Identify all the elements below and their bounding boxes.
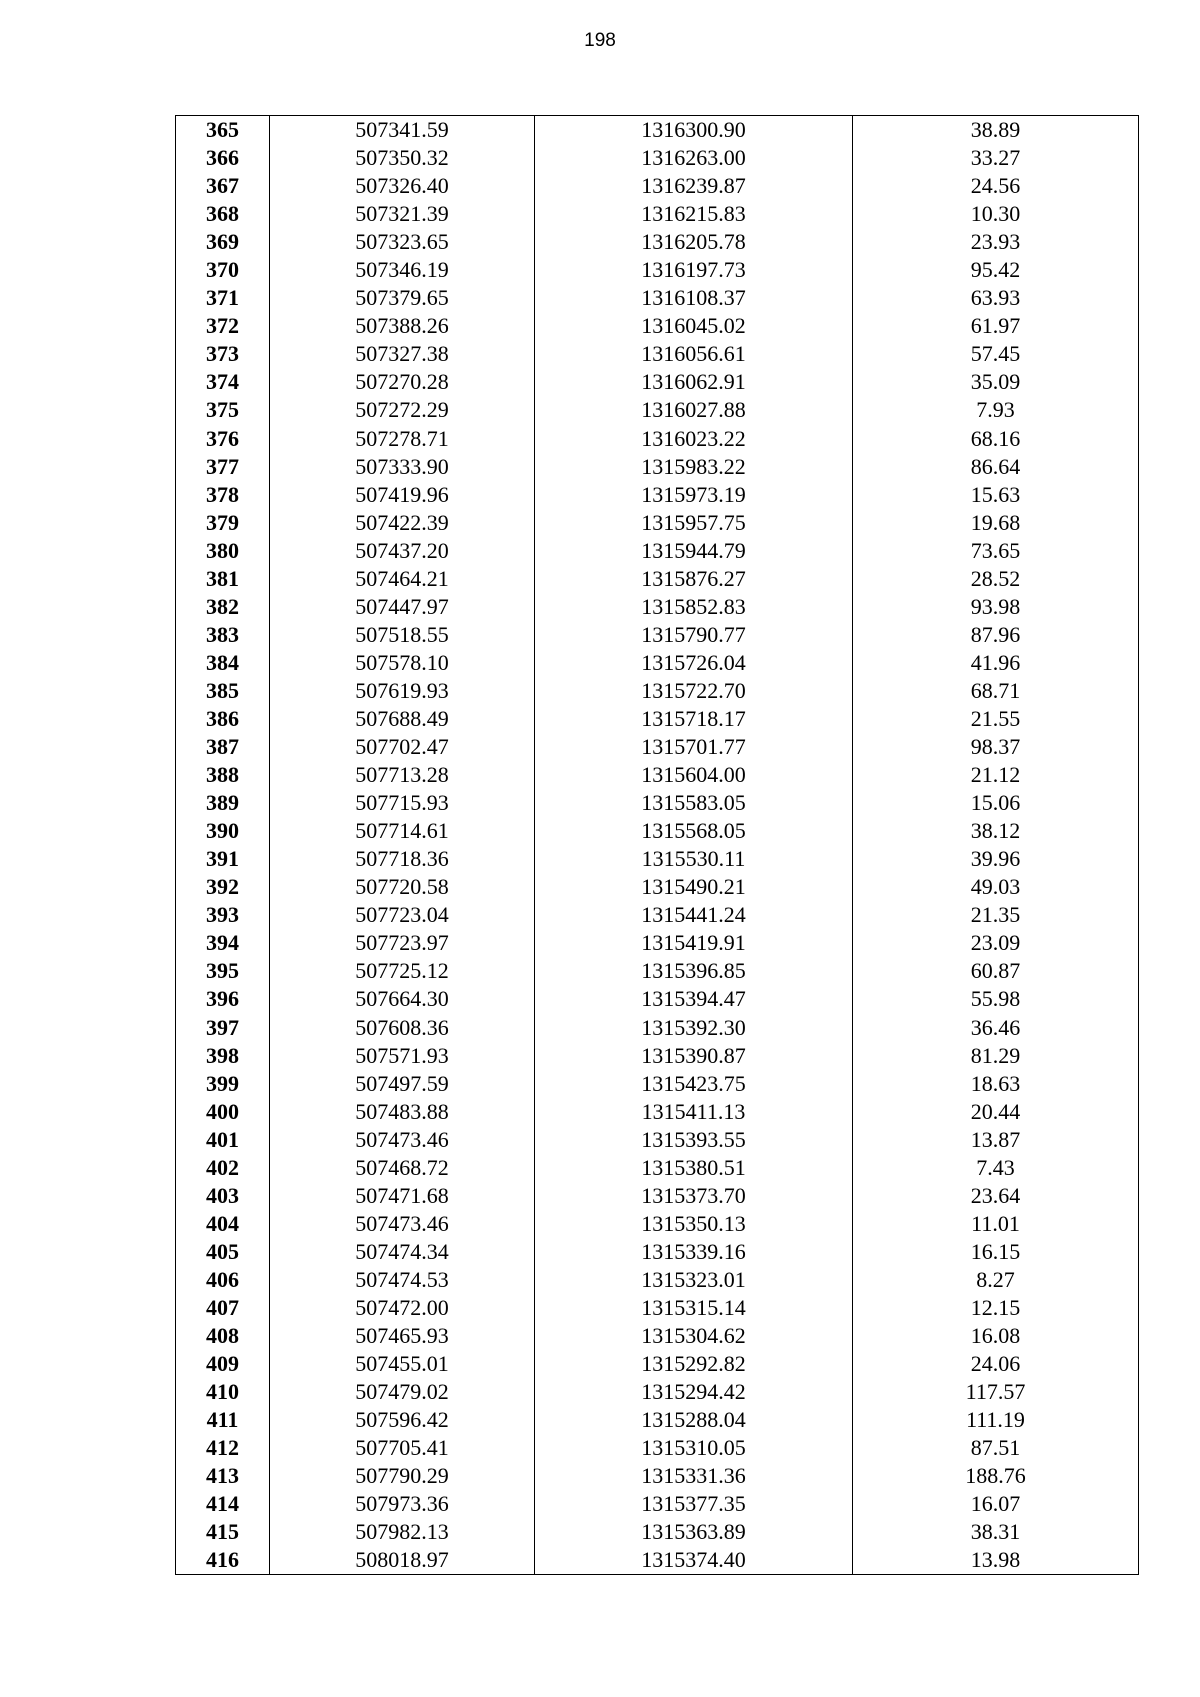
y-coordinate-cell: 1315339.16 <box>535 1238 853 1266</box>
table-row <box>176 1210 1139 1238</box>
table-row <box>176 200 1139 228</box>
y-coordinate-cell: 1316056.61 <box>535 340 853 368</box>
x-coordinate-cell: 507518.55 <box>270 621 535 649</box>
distance-cell: 15.06 <box>853 789 1139 817</box>
x-coordinate-cell: 507270.28 <box>270 368 535 396</box>
y-coordinate-cell: 1315288.04 <box>535 1406 853 1434</box>
table-row <box>176 929 1139 957</box>
x-coordinate-cell: 507982.13 <box>270 1518 535 1546</box>
y-coordinate-cell: 1315604.00 <box>535 761 853 789</box>
distance-cell: 16.07 <box>853 1490 1139 1518</box>
table-row <box>176 621 1139 649</box>
y-coordinate-cell: 1315363.89 <box>535 1518 853 1546</box>
y-coordinate-cell: 1315392.30 <box>535 1014 853 1042</box>
table-row <box>176 396 1139 424</box>
table-row <box>176 1098 1139 1126</box>
distance-cell: 20.44 <box>853 1098 1139 1126</box>
x-coordinate-cell: 507272.29 <box>270 396 535 424</box>
x-coordinate-cell: 507465.93 <box>270 1322 535 1350</box>
distance-cell: 24.06 <box>853 1350 1139 1378</box>
x-coordinate-cell: 507664.30 <box>270 985 535 1013</box>
point-number-cell: 395 <box>176 957 270 985</box>
distance-cell: 63.93 <box>853 284 1139 312</box>
point-number-cell: 416 <box>176 1546 270 1575</box>
distance-cell: 95.42 <box>853 256 1139 284</box>
table-row <box>176 845 1139 873</box>
distance-cell: 38.31 <box>853 1518 1139 1546</box>
distance-cell: 19.68 <box>853 509 1139 537</box>
distance-cell: 87.51 <box>853 1434 1139 1462</box>
table-row <box>176 368 1139 396</box>
x-coordinate-cell: 507973.36 <box>270 1490 535 1518</box>
y-coordinate-cell: 1315380.51 <box>535 1154 853 1182</box>
x-coordinate-cell: 507341.59 <box>270 116 535 145</box>
point-number-cell: 375 <box>176 396 270 424</box>
distance-cell: 61.97 <box>853 312 1139 340</box>
table-row <box>176 901 1139 929</box>
y-coordinate-cell: 1315722.70 <box>535 677 853 705</box>
point-number-cell: 383 <box>176 621 270 649</box>
distance-cell: 60.87 <box>853 957 1139 985</box>
point-number-cell: 366 <box>176 144 270 172</box>
point-number-cell: 388 <box>176 761 270 789</box>
distance-cell: 7.43 <box>853 1154 1139 1182</box>
table-row <box>176 312 1139 340</box>
y-coordinate-cell: 1316062.91 <box>535 368 853 396</box>
point-number-cell: 398 <box>176 1042 270 1070</box>
point-number-cell: 411 <box>176 1406 270 1434</box>
table-row <box>176 1266 1139 1294</box>
y-coordinate-cell: 1315490.21 <box>535 873 853 901</box>
x-coordinate-cell: 507321.39 <box>270 200 535 228</box>
y-coordinate-cell: 1315390.87 <box>535 1042 853 1070</box>
point-number-cell: 393 <box>176 901 270 929</box>
y-coordinate-cell: 1315350.13 <box>535 1210 853 1238</box>
x-coordinate-cell: 507419.96 <box>270 481 535 509</box>
point-number-cell: 379 <box>176 509 270 537</box>
point-number-cell: 373 <box>176 340 270 368</box>
table-row <box>176 1294 1139 1322</box>
x-coordinate-cell: 507596.42 <box>270 1406 535 1434</box>
y-coordinate-cell: 1315294.42 <box>535 1378 853 1406</box>
y-coordinate-cell: 1315423.75 <box>535 1070 853 1098</box>
y-coordinate-cell: 1315315.14 <box>535 1294 853 1322</box>
x-coordinate-cell: 507326.40 <box>270 172 535 200</box>
point-number-cell: 389 <box>176 789 270 817</box>
distance-cell: 8.27 <box>853 1266 1139 1294</box>
x-coordinate-cell: 507720.58 <box>270 873 535 901</box>
point-number-cell: 374 <box>176 368 270 396</box>
table-row <box>176 733 1139 761</box>
point-number-cell: 390 <box>176 817 270 845</box>
x-coordinate-cell: 507713.28 <box>270 761 535 789</box>
table-row <box>176 593 1139 621</box>
distance-cell: 117.57 <box>853 1378 1139 1406</box>
point-number-cell: 386 <box>176 705 270 733</box>
table-row <box>176 1350 1139 1378</box>
x-coordinate-cell: 507718.36 <box>270 845 535 873</box>
distance-cell: 23.93 <box>853 228 1139 256</box>
distance-cell: 21.55 <box>853 705 1139 733</box>
x-coordinate-cell: 507578.10 <box>270 649 535 677</box>
table-row <box>176 481 1139 509</box>
table-row <box>176 761 1139 789</box>
y-coordinate-cell: 1315304.62 <box>535 1322 853 1350</box>
distance-cell: 57.45 <box>853 340 1139 368</box>
x-coordinate-cell: 508018.97 <box>270 1546 535 1575</box>
coordinates-table-body <box>176 116 1139 1575</box>
point-number-cell: 372 <box>176 312 270 340</box>
table-row <box>176 817 1139 845</box>
y-coordinate-cell: 1316300.90 <box>535 116 853 145</box>
y-coordinate-cell: 1316045.02 <box>535 312 853 340</box>
y-coordinate-cell: 1315957.75 <box>535 509 853 537</box>
table-row <box>176 1378 1139 1406</box>
point-number-cell: 381 <box>176 565 270 593</box>
distance-cell: 7.93 <box>853 396 1139 424</box>
distance-cell: 24.56 <box>853 172 1139 200</box>
distance-cell: 16.08 <box>853 1322 1139 1350</box>
x-coordinate-cell: 507455.01 <box>270 1350 535 1378</box>
table-row <box>176 1462 1139 1490</box>
x-coordinate-cell: 507571.93 <box>270 1042 535 1070</box>
y-coordinate-cell: 1315441.24 <box>535 901 853 929</box>
distance-cell: 21.12 <box>853 761 1139 789</box>
y-coordinate-cell: 1315852.83 <box>535 593 853 621</box>
page-number: 198 <box>584 30 616 51</box>
x-coordinate-cell: 507714.61 <box>270 817 535 845</box>
x-coordinate-cell: 507474.53 <box>270 1266 535 1294</box>
table-row <box>176 985 1139 1013</box>
x-coordinate-cell: 507608.36 <box>270 1014 535 1042</box>
table-row <box>176 116 1139 145</box>
table-row <box>176 509 1139 537</box>
x-coordinate-cell: 507725.12 <box>270 957 535 985</box>
y-coordinate-cell: 1315568.05 <box>535 817 853 845</box>
y-coordinate-cell: 1315718.17 <box>535 705 853 733</box>
point-number-cell: 414 <box>176 1490 270 1518</box>
table-row <box>176 1042 1139 1070</box>
distance-cell: 87.96 <box>853 621 1139 649</box>
distance-cell: 68.16 <box>853 425 1139 453</box>
x-coordinate-cell: 507688.49 <box>270 705 535 733</box>
point-number-cell: 397 <box>176 1014 270 1042</box>
y-coordinate-cell: 1315331.36 <box>535 1462 853 1490</box>
y-coordinate-cell: 1315983.22 <box>535 453 853 481</box>
y-coordinate-cell: 1316108.37 <box>535 284 853 312</box>
y-coordinate-cell: 1315973.19 <box>535 481 853 509</box>
table-row <box>176 144 1139 172</box>
y-coordinate-cell: 1315396.85 <box>535 957 853 985</box>
distance-cell: 111.19 <box>853 1406 1139 1434</box>
y-coordinate-cell: 1315726.04 <box>535 649 853 677</box>
point-number-cell: 415 <box>176 1518 270 1546</box>
point-number-cell: 378 <box>176 481 270 509</box>
distance-cell: 35.09 <box>853 368 1139 396</box>
distance-cell: 21.35 <box>853 901 1139 929</box>
distance-cell: 49.03 <box>853 873 1139 901</box>
y-coordinate-cell: 1315373.70 <box>535 1182 853 1210</box>
distance-cell: 33.27 <box>853 144 1139 172</box>
y-coordinate-cell: 1316263.00 <box>535 144 853 172</box>
y-coordinate-cell: 1315944.79 <box>535 537 853 565</box>
y-coordinate-cell: 1316197.73 <box>535 256 853 284</box>
x-coordinate-cell: 507464.21 <box>270 565 535 593</box>
table-row <box>176 1322 1139 1350</box>
distance-cell: 86.64 <box>853 453 1139 481</box>
distance-cell: 188.76 <box>853 1462 1139 1490</box>
y-coordinate-cell: 1316239.87 <box>535 172 853 200</box>
y-coordinate-cell: 1316027.88 <box>535 396 853 424</box>
point-number-cell: 399 <box>176 1070 270 1098</box>
table-row <box>176 1546 1139 1575</box>
x-coordinate-cell: 507278.71 <box>270 425 535 453</box>
table-row <box>176 537 1139 565</box>
point-number-cell: 392 <box>176 873 270 901</box>
table-row <box>176 453 1139 481</box>
y-coordinate-cell: 1315374.40 <box>535 1546 853 1575</box>
y-coordinate-cell: 1315701.77 <box>535 733 853 761</box>
y-coordinate-cell: 1315292.82 <box>535 1350 853 1378</box>
distance-cell: 18.63 <box>853 1070 1139 1098</box>
y-coordinate-cell: 1315419.91 <box>535 929 853 957</box>
point-number-cell: 396 <box>176 985 270 1013</box>
point-number-cell: 380 <box>176 537 270 565</box>
table-row <box>176 649 1139 677</box>
distance-cell: 93.98 <box>853 593 1139 621</box>
distance-cell: 81.29 <box>853 1042 1139 1070</box>
x-coordinate-cell: 507715.93 <box>270 789 535 817</box>
x-coordinate-cell: 507327.38 <box>270 340 535 368</box>
table-row <box>176 256 1139 284</box>
point-number-cell: 404 <box>176 1210 270 1238</box>
x-coordinate-cell: 507479.02 <box>270 1378 535 1406</box>
table-row <box>176 1070 1139 1098</box>
distance-cell: 16.15 <box>853 1238 1139 1266</box>
distance-cell: 39.96 <box>853 845 1139 873</box>
y-coordinate-cell: 1316215.83 <box>535 200 853 228</box>
distance-cell: 28.52 <box>853 565 1139 593</box>
distance-cell: 68.71 <box>853 677 1139 705</box>
x-coordinate-cell: 507705.41 <box>270 1434 535 1462</box>
table-row <box>176 565 1139 593</box>
table-row <box>176 1490 1139 1518</box>
point-number-cell: 401 <box>176 1126 270 1154</box>
table-row <box>176 957 1139 985</box>
x-coordinate-cell: 507702.47 <box>270 733 535 761</box>
point-number-cell: 368 <box>176 200 270 228</box>
x-coordinate-cell: 507723.97 <box>270 929 535 957</box>
y-coordinate-cell: 1315323.01 <box>535 1266 853 1294</box>
x-coordinate-cell: 507379.65 <box>270 284 535 312</box>
x-coordinate-cell: 507619.93 <box>270 677 535 705</box>
y-coordinate-cell: 1315377.35 <box>535 1490 853 1518</box>
point-number-cell: 403 <box>176 1182 270 1210</box>
x-coordinate-cell: 507437.20 <box>270 537 535 565</box>
y-coordinate-cell: 1316205.78 <box>535 228 853 256</box>
x-coordinate-cell: 507472.00 <box>270 1294 535 1322</box>
point-number-cell: 367 <box>176 172 270 200</box>
distance-cell: 23.09 <box>853 929 1139 957</box>
table-row <box>176 705 1139 733</box>
point-number-cell: 376 <box>176 425 270 453</box>
point-number-cell: 370 <box>176 256 270 284</box>
distance-cell: 15.63 <box>853 481 1139 509</box>
table-row <box>176 789 1139 817</box>
table-row <box>176 172 1139 200</box>
distance-cell: 73.65 <box>853 537 1139 565</box>
distance-cell: 13.98 <box>853 1546 1139 1575</box>
y-coordinate-cell: 1315394.47 <box>535 985 853 1013</box>
table-row <box>176 1014 1139 1042</box>
coordinates-table <box>175 115 1139 1575</box>
x-coordinate-cell: 507333.90 <box>270 453 535 481</box>
point-number-cell: 406 <box>176 1266 270 1294</box>
point-number-cell: 394 <box>176 929 270 957</box>
distance-cell: 12.15 <box>853 1294 1139 1322</box>
point-number-cell: 412 <box>176 1434 270 1462</box>
table-row <box>176 1518 1139 1546</box>
x-coordinate-cell: 507388.26 <box>270 312 535 340</box>
x-coordinate-cell: 507468.72 <box>270 1154 535 1182</box>
distance-cell: 13.87 <box>853 1126 1139 1154</box>
y-coordinate-cell: 1315790.77 <box>535 621 853 649</box>
table-row <box>176 1434 1139 1462</box>
distance-cell: 23.64 <box>853 1182 1139 1210</box>
point-number-cell: 405 <box>176 1238 270 1266</box>
table-row <box>176 1406 1139 1434</box>
point-number-cell: 410 <box>176 1378 270 1406</box>
point-number-cell: 400 <box>176 1098 270 1126</box>
table-row <box>176 1126 1139 1154</box>
distance-cell: 98.37 <box>853 733 1139 761</box>
point-number-cell: 413 <box>176 1462 270 1490</box>
x-coordinate-cell: 507346.19 <box>270 256 535 284</box>
table-row <box>176 284 1139 312</box>
table-row <box>176 1154 1139 1182</box>
distance-cell: 55.98 <box>853 985 1139 1013</box>
point-number-cell: 402 <box>176 1154 270 1182</box>
table-row <box>176 1182 1139 1210</box>
x-coordinate-cell: 507447.97 <box>270 593 535 621</box>
distance-cell: 38.89 <box>853 116 1139 145</box>
point-number-cell: 369 <box>176 228 270 256</box>
table-row <box>176 677 1139 705</box>
x-coordinate-cell: 507323.65 <box>270 228 535 256</box>
point-number-cell: 387 <box>176 733 270 761</box>
x-coordinate-cell: 507790.29 <box>270 1462 535 1490</box>
x-coordinate-cell: 507483.88 <box>270 1098 535 1126</box>
x-coordinate-cell: 507350.32 <box>270 144 535 172</box>
point-number-cell: 377 <box>176 453 270 481</box>
y-coordinate-cell: 1315393.55 <box>535 1126 853 1154</box>
y-coordinate-cell: 1315530.11 <box>535 845 853 873</box>
distance-cell: 36.46 <box>853 1014 1139 1042</box>
y-coordinate-cell: 1315583.05 <box>535 789 853 817</box>
x-coordinate-cell: 507497.59 <box>270 1070 535 1098</box>
x-coordinate-cell: 507723.04 <box>270 901 535 929</box>
table-row <box>176 1238 1139 1266</box>
x-coordinate-cell: 507473.46 <box>270 1210 535 1238</box>
point-number-cell: 382 <box>176 593 270 621</box>
distance-cell: 38.12 <box>853 817 1139 845</box>
distance-cell: 41.96 <box>853 649 1139 677</box>
point-number-cell: 408 <box>176 1322 270 1350</box>
x-coordinate-cell: 507471.68 <box>270 1182 535 1210</box>
point-number-cell: 407 <box>176 1294 270 1322</box>
point-number-cell: 409 <box>176 1350 270 1378</box>
point-number-cell: 385 <box>176 677 270 705</box>
y-coordinate-cell: 1315310.05 <box>535 1434 853 1462</box>
table-row <box>176 228 1139 256</box>
table-row <box>176 340 1139 368</box>
point-number-cell: 384 <box>176 649 270 677</box>
y-coordinate-cell: 1315411.13 <box>535 1098 853 1126</box>
y-coordinate-cell: 1315876.27 <box>535 565 853 593</box>
distance-cell: 11.01 <box>853 1210 1139 1238</box>
point-number-cell: 371 <box>176 284 270 312</box>
y-coordinate-cell: 1316023.22 <box>535 425 853 453</box>
table-row <box>176 873 1139 901</box>
x-coordinate-cell: 507422.39 <box>270 509 535 537</box>
point-number-cell: 391 <box>176 845 270 873</box>
x-coordinate-cell: 507474.34 <box>270 1238 535 1266</box>
point-number-cell: 365 <box>176 116 270 145</box>
x-coordinate-cell: 507473.46 <box>270 1126 535 1154</box>
distance-cell: 10.30 <box>853 200 1139 228</box>
table-row <box>176 425 1139 453</box>
